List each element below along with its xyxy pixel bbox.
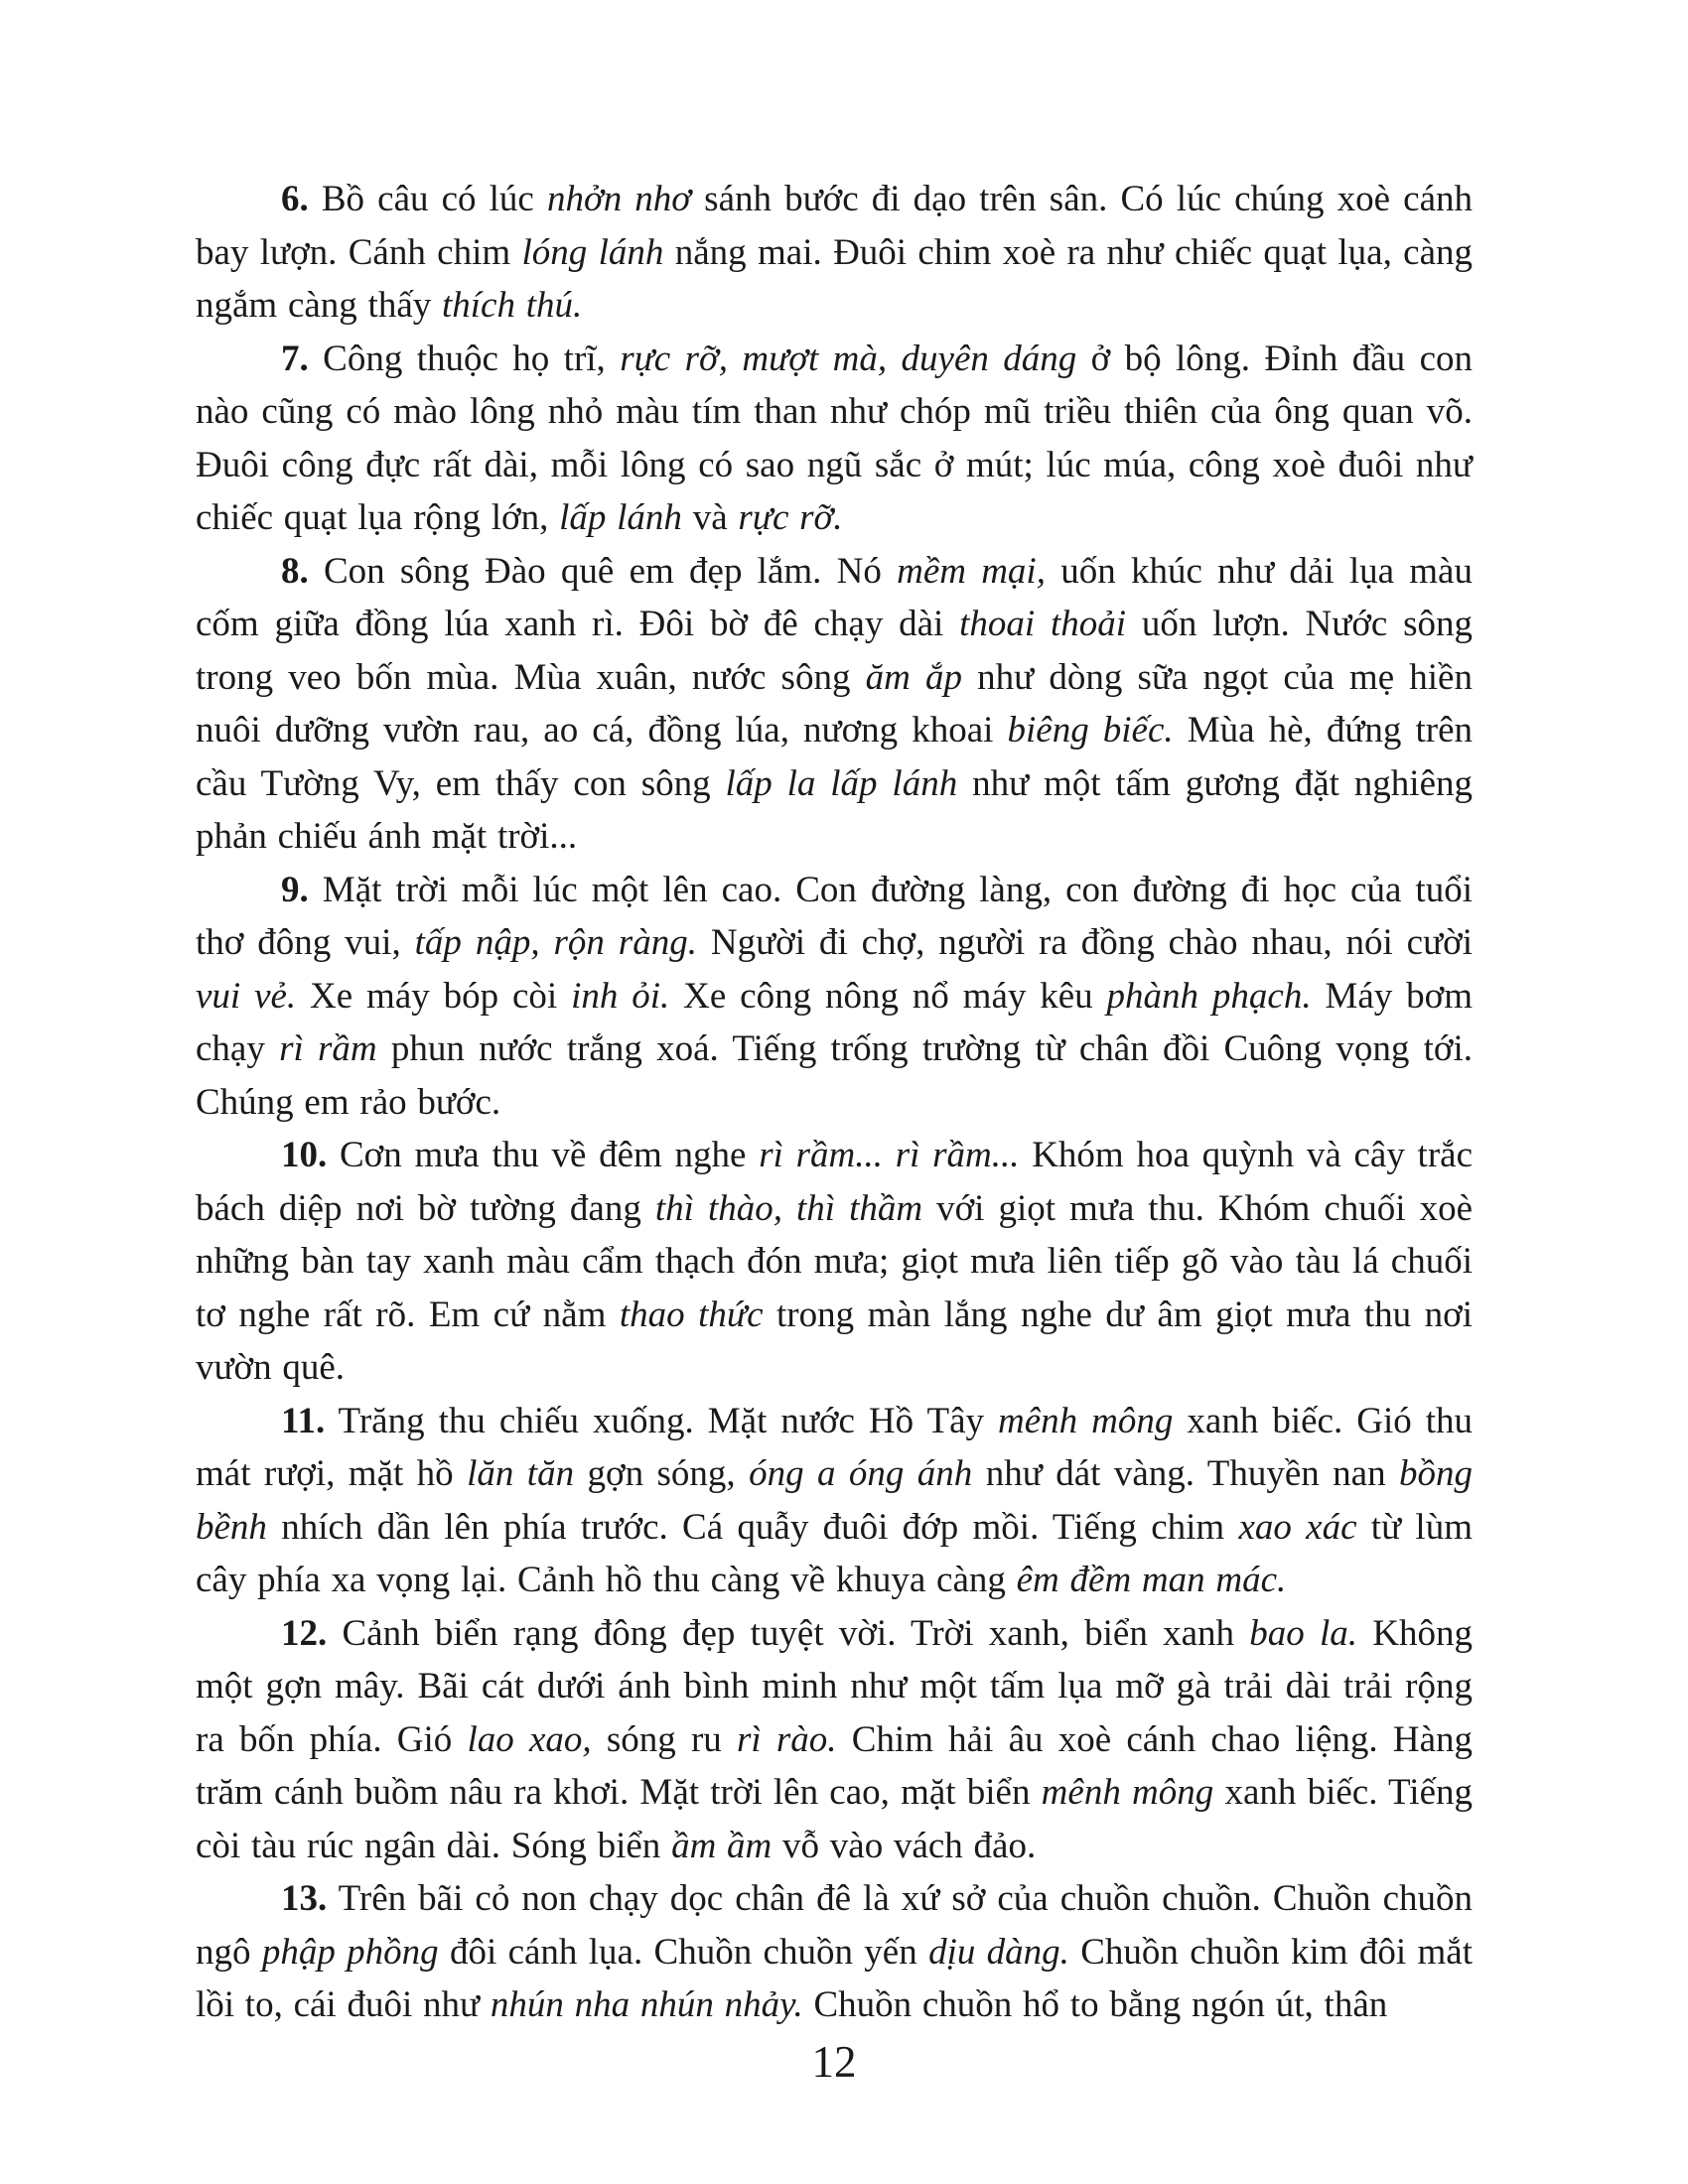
text-run: Công thuộc họ trĩ, (308, 338, 621, 379)
emphasized-text: phành phạch. (1106, 975, 1312, 1017)
paragraph-number: 9. (281, 869, 309, 910)
emphasized-text: xao xác (1238, 1506, 1357, 1548)
text-run: đôi cánh lụa. Chuồn chuồn yến (438, 1931, 929, 1973)
text-run: như một tấm gương đặt nghiêng phản chiếu ánh mặt trời... (196, 762, 1474, 857)
emphasized-text: biêng biếc. (1007, 710, 1174, 751)
text-run: xanh biếc. Gió thu mát rượi, mặt hồ (196, 1400, 1474, 1494)
text-run: sóng ru (591, 1718, 737, 1760)
emphasized-text: thích thú. (442, 285, 583, 326)
text-run: gợn sóng, (574, 1453, 750, 1494)
emphasized-text: bao la. (1249, 1612, 1358, 1654)
text-run: với giọt mưa thu. Khóm chuối xoè những bàn tay xanh màu cẩm thạch đón mưa; giọt mưa liên tiếp gõ vào tàu lá chuối tơ nghe rất rõ. Em cứ nằm (196, 1187, 1473, 1335)
emphasized-text: rì rầm (279, 1028, 377, 1069)
text-run: Mặt trời mỗi lúc một lên cao. Con đường làng, con đường đi học của tuổi thơ đông vui, (196, 869, 1473, 963)
text-run: nắng mai. Đuôi chim xoè ra như chiếc quạt lụa, càng ngắm càng thấy (196, 231, 1474, 326)
paragraph-number: 11. (281, 1400, 326, 1441)
paragraph-number: 8. (281, 550, 309, 592)
text-run: Mùa hè, đứng trên cầu Tường Vy, em thấy con sông (196, 710, 1474, 804)
paragraph-12 (196, 1607, 1473, 1873)
emphasized-text: rực rỡ. (738, 497, 843, 538)
text-run: xanh biếc. Tiếng còi tàu rúc ngân dài. Sóng biển (196, 1772, 1473, 1866)
text-run: sánh bước đi dạo trên sân. Có lúc chúng xoè cánh bay lượn. Cánh chim (196, 179, 1473, 273)
emphasized-text: lấp la lấp lánh (725, 762, 958, 804)
emphasized-text: mềm mại, (897, 550, 1046, 592)
emphasized-text: rì rào. (737, 1718, 837, 1760)
emphasized-text: óng a óng ánh (749, 1453, 973, 1494)
emphasized-text: tấp nập, rộn ràng. (414, 922, 697, 963)
text-run: Người đi chợ, người ra đồng chào nhau, nói cười (696, 922, 1473, 963)
page-number: 12 (811, 2037, 857, 2087)
text-run: uốn lượn. Nước sông trong veo bốn mùa. Mùa xuân, nước sông (196, 604, 1474, 698)
document-body (196, 173, 1473, 2032)
text-run: như dát vàng. Thuyền nan (972, 1453, 1400, 1494)
emphasized-text: lấp lánh (559, 497, 682, 538)
emphasized-text: nhởn nhơ (546, 179, 692, 219)
emphasized-text: êm đềm man mác. (1016, 1560, 1287, 1600)
paragraph-number: 13. (281, 1878, 328, 1919)
emphasized-text: mênh mông (998, 1400, 1174, 1441)
emphasized-text: bồng bềnh (196, 1453, 1474, 1548)
text-run: ở bộ lông. Đỉnh đầu con nào cũng có mào lông nhỏ màu tím than như chóp mũ triều thiên của ông quan võ. Đuôi công đực rất dài, mỗi lông có sao ngũ sắc ở mút; lúc múa, công xoè đuôi như chiếc quạt lụa rộng lớn, (196, 338, 1473, 538)
paragraph-10 (196, 1129, 1473, 1395)
paragraph-13 (196, 1872, 1473, 2032)
emphasized-text: lao xao, (467, 1718, 592, 1760)
paragraph-number: 7. (281, 338, 309, 379)
text-run: như dòng sữa ngọt của mẹ hiền nuôi dưỡng vườn rau, ao cá, đồng lúa, nương khoai (196, 656, 1473, 751)
paragraph-6 (196, 173, 1473, 333)
text-run: Trăng thu chiếu xuống. Mặt nước Hồ Tây (325, 1400, 999, 1441)
emphasized-text: thoai thoải (959, 604, 1127, 644)
paragraph-number: 10. (281, 1135, 328, 1175)
paragraph-7 (196, 333, 1473, 545)
text-run: nhích dần lên phía trước. Cá quẫy đuôi đớp mồi. Tiếng chim (266, 1506, 1239, 1548)
emphasized-text: dịu dàng. (928, 1931, 1069, 1973)
text-run: Trên bãi cỏ non chạy dọc chân đê là xứ sở của chuồn chuồn. Chuồn chuồn ngô (196, 1878, 1473, 1973)
text-run: Xe máy bóp còi (296, 975, 572, 1017)
emphasized-text: lóng lánh (521, 231, 664, 273)
emphasized-text: nhún nha nhún nhảy. (490, 1984, 803, 2025)
emphasized-text: rì rầm... rì rầm... (759, 1135, 1020, 1175)
text-run: Khóm hoa quỳnh và cây trắc bách diệp nơi bờ tường đang (196, 1135, 1473, 1229)
emphasized-text: thao thức (619, 1294, 764, 1335)
text-run: phun nước trắng xoá. Tiếng trống trường từ chân đồi Cuông vọng tới. Chúng em rảo bước. (196, 1028, 1473, 1123)
text-run: Chuồn chuồn kim đôi mắt lồi to, cái đuôi như (196, 1931, 1473, 2025)
emphasized-text: phập phồng (261, 1931, 439, 1973)
text-run: và (681, 497, 739, 538)
paragraph-9 (196, 864, 1473, 1130)
emphasized-text: ầm ầm (671, 1825, 773, 1866)
text-run: Chim hải âu xoè cánh chao liệng. Hàng trăm cánh buồm nâu ra khơi. Mặt trời lên cao, mặt biển (196, 1718, 1473, 1813)
emphasized-text: ăm ắp (865, 656, 962, 698)
emphasized-text: inh ỏi. (571, 975, 670, 1017)
paragraph-11 (196, 1395, 1473, 1607)
text-run: trong màn lắng nghe dư âm giọt mưa thu nơi vườn quê. (196, 1294, 1474, 1388)
paragraph-number: 6. (281, 179, 309, 219)
text-run: Không một gợn mây. Bãi cát dưới ánh bình minh như một tấm lụa mỡ gà trải dài trải rộng ra bốn phía. Gió (196, 1612, 1473, 1760)
text-run: Bồ câu có lúc (308, 179, 547, 219)
text-run: từ lùm cây phía xa vọng lại. Cảnh hồ thu càng về khuya càng (196, 1506, 1473, 1600)
emphasized-text: lăn tăn (467, 1453, 575, 1494)
paragraph-number: 12. (281, 1612, 328, 1654)
emphasized-text: thì thào, thì thầm (654, 1187, 923, 1229)
text-run: Cơn mưa thu về đêm nghe (327, 1135, 760, 1175)
text-run: uốn khúc như dải lụa màu cốm giữa đồng lúa xanh rì. Đôi bờ đê chạy dài (196, 550, 1473, 644)
emphasized-text: vui vẻ. (196, 975, 297, 1017)
text-run: Xe công nông nổ máy kêu (669, 975, 1107, 1017)
text-run: Chuồn chuồn hổ to bằng ngón út, thân (802, 1984, 1388, 2025)
text-run: Cảnh biển rạng đông đẹp tuyệt vời. Trời xanh, biển xanh (327, 1612, 1250, 1654)
text-run: Máy bơm chạy (196, 975, 1473, 1069)
text-run: Con sông Đào quê em đẹp lắm. Nó (308, 550, 898, 592)
text-run: vỗ vào vách đảo. (772, 1825, 1037, 1866)
emphasized-text: rực rỡ, mượt mà, duyên dáng (620, 338, 1077, 379)
paragraph-8 (196, 545, 1473, 864)
emphasized-text: mênh mông (1041, 1772, 1214, 1813)
